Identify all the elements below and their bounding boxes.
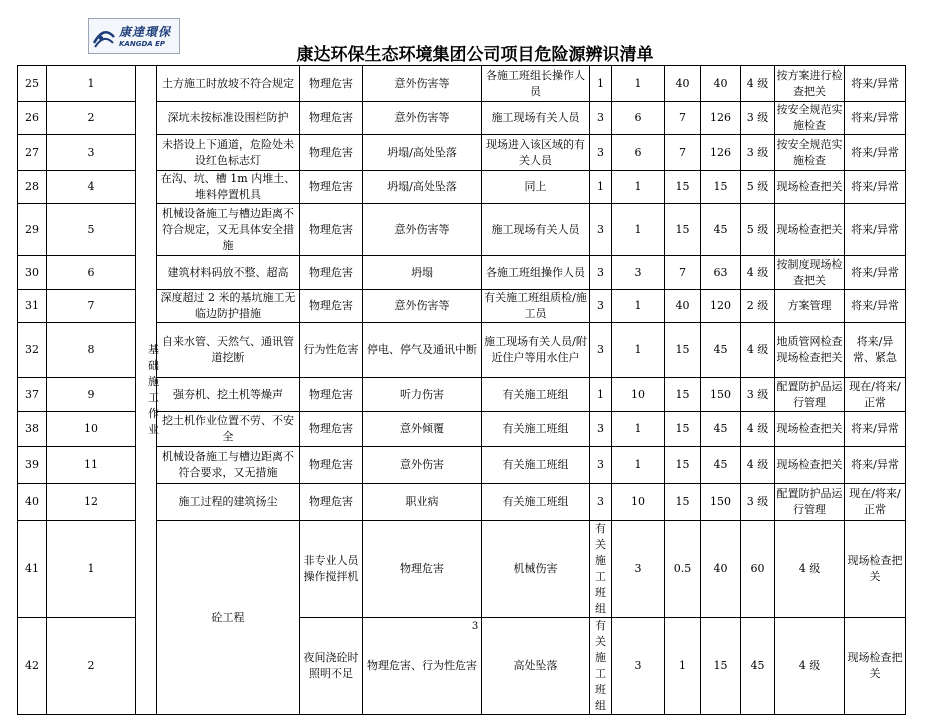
consequence-cell: 15	[665, 323, 701, 378]
risk-level-cell: 4 级	[741, 447, 775, 484]
status-cell: 将来/异常、紧急	[845, 323, 906, 378]
exposure-cell: 10	[612, 484, 665, 521]
hazard-cell: 挖土机作业位置不劳、不安全	[157, 412, 300, 447]
control-measure-cell: 按安全规范实施检查	[775, 102, 845, 135]
affected-persons-cell: 同上	[482, 171, 590, 204]
risk-score-cell: 63	[701, 256, 741, 290]
status-cell: 将来/异常	[845, 171, 906, 204]
row-number-cell: 39	[18, 447, 47, 484]
control-measure-cell: 现场检查把关	[775, 447, 845, 484]
exposure-cell: 1	[665, 618, 701, 715]
risk-level-cell: 5 级	[741, 171, 775, 204]
hazard-type-cell: 物理危害	[300, 484, 363, 521]
consequence-cell: 15	[665, 204, 701, 256]
control-measure-cell: 现场检查把关	[775, 171, 845, 204]
affected-persons-cell: 施工现场有关人员	[482, 204, 590, 256]
risk-level-cell: 4 级	[741, 323, 775, 378]
risk-level-cell: 4 级	[741, 412, 775, 447]
exposure-cell: 1	[612, 171, 665, 204]
risk-level-cell: 3 级	[741, 484, 775, 521]
hazard-cell: 建筑材料码放不整、超高	[157, 256, 300, 290]
sequence-cell: 1	[47, 66, 136, 102]
likelihood-cell: 3	[612, 618, 665, 715]
sequence-cell: 11	[47, 447, 136, 484]
affected-persons-cell: 有关施工班组	[482, 484, 590, 521]
accident-type-cell: 听力伤害	[363, 378, 482, 412]
hazard-type-cell: 物理危害	[300, 204, 363, 256]
row-number-cell: 32	[18, 323, 47, 378]
status-cell: 现在/将来/正常	[845, 378, 906, 412]
affected-persons-cell: 各施工班组长操作人员	[482, 66, 590, 102]
likelihood-cell: 1	[590, 378, 612, 412]
exposure-cell: 3	[612, 256, 665, 290]
control-measure-cell: 按安全规范实施检查	[775, 135, 845, 171]
exposure-cell: 1	[612, 204, 665, 256]
row-number-cell: 28	[18, 171, 47, 204]
accident-type-cell: 意外倾覆	[363, 412, 482, 447]
hazard-cell: 非专业人员操作搅拌机	[300, 521, 363, 618]
hazard-table-body	[18, 66, 906, 715]
likelihood-cell: 3	[590, 412, 612, 447]
exposure-cell: 1	[612, 412, 665, 447]
consequence-cell: 40	[701, 521, 741, 618]
row-number-cell: 42	[18, 618, 47, 715]
likelihood-cell: 1	[590, 171, 612, 204]
affected-persons-cell: 有关施工班组	[482, 378, 590, 412]
sequence-cell: 9	[47, 378, 136, 412]
status-cell: 将来/异常	[845, 204, 906, 256]
affected-persons-cell: 有关施工班组	[482, 447, 590, 484]
affected-persons-cell: 施工现场有关人员/附近住户等用水住户	[482, 323, 590, 378]
hazard-type-cell: 物理危害	[363, 521, 482, 618]
affected-persons-cell: 有关施工班组质检/施工员	[482, 290, 590, 323]
accident-type-cell: 停电、停气及通讯中断	[363, 323, 482, 378]
sequence-cell: 10	[47, 412, 136, 447]
status-cell: 将来/异常	[845, 412, 906, 447]
hazard-type-cell: 物理危害	[300, 447, 363, 484]
affected-persons-cell: 有关施工班组	[590, 521, 612, 618]
logo-cn-text: 康達環保	[119, 25, 172, 39]
sequence-cell: 12	[47, 484, 136, 521]
hazard-cell: 土方施工时放坡不符合规定	[157, 66, 300, 102]
accident-type-cell: 坍塌/高处坠落	[363, 135, 482, 171]
risk-score-cell: 126	[701, 102, 741, 135]
row-number-cell: 40	[18, 484, 47, 521]
control-measure-cell: 按制度现场检查把关	[775, 256, 845, 290]
hazard-cell: 深坑未按标准设围栏防护	[157, 102, 300, 135]
row-number-cell: 29	[18, 204, 47, 256]
status-cell: 将来/异常	[845, 102, 906, 135]
row-number-cell: 30	[18, 256, 47, 290]
risk-score-cell: 45	[701, 204, 741, 256]
control-measure-cell: 现场检查把关	[775, 412, 845, 447]
affected-persons-cell: 现场进入该区域的有关人员	[482, 135, 590, 171]
risk-score-cell: 120	[701, 290, 741, 323]
sequence-cell: 4	[47, 171, 136, 204]
accident-type-cell: 意外伤害等	[363, 290, 482, 323]
row-number-cell: 41	[18, 521, 47, 618]
consequence-cell: 7	[665, 102, 701, 135]
risk-score-cell: 45	[741, 618, 775, 715]
hazard-cell: 未搭设上下通道，危险处未设红色标志灯	[157, 135, 300, 171]
hazard-table	[17, 65, 906, 715]
row-number-cell: 31	[18, 290, 47, 323]
exposure-cell: 1	[612, 323, 665, 378]
hazard-cell: 机械设备施工与槽边距离不符合要求，又无措施	[157, 447, 300, 484]
hazard-cell: 在沟、坑、槽 1m 内堆土、堆料停置机具	[157, 171, 300, 204]
hazard-cell: 施工过程的建筑扬尘	[157, 484, 300, 521]
sequence-cell: 7	[47, 290, 136, 323]
sequence-cell: 2	[47, 618, 136, 715]
likelihood-cell: 3	[590, 204, 612, 256]
likelihood-cell: 3	[590, 323, 612, 378]
row-number-cell: 27	[18, 135, 47, 171]
exposure-cell: 0.5	[665, 521, 701, 618]
row-number-cell: 37	[18, 378, 47, 412]
exposure-cell: 1	[612, 447, 665, 484]
risk-level-cell: 5 级	[741, 204, 775, 256]
risk-score-cell: 15	[701, 171, 741, 204]
consequence-cell: 40	[665, 66, 701, 102]
likelihood-cell: 3	[612, 521, 665, 618]
hazard-type-cell: 物理危害	[300, 102, 363, 135]
sequence-cell: 1	[47, 521, 136, 618]
hazard-type-cell: 物理危害	[300, 412, 363, 447]
hazard-cell: 强夯机、挖土机等燥声	[157, 378, 300, 412]
exposure-cell: 6	[612, 135, 665, 171]
status-cell: 将来/异常	[845, 447, 906, 484]
likelihood-cell: 3	[590, 256, 612, 290]
affected-persons-cell: 施工现场有关人员	[482, 102, 590, 135]
risk-level-cell: 4 级	[775, 521, 845, 618]
control-measure-cell: 配置防护品运行管理	[775, 378, 845, 412]
likelihood-cell: 3	[590, 447, 612, 484]
accident-type-cell: 意外伤害	[363, 447, 482, 484]
sequence-cell: 8	[47, 323, 136, 378]
sequence-cell: 5	[47, 204, 136, 256]
consequence-cell: 40	[665, 290, 701, 323]
control-measure-cell: 现场检查把关	[845, 618, 906, 715]
risk-score-cell: 60	[741, 521, 775, 618]
likelihood-cell: 3	[590, 102, 612, 135]
exposure-cell: 10	[612, 378, 665, 412]
consequence-cell: 15	[665, 171, 701, 204]
accident-type-cell: 坍塌	[363, 256, 482, 290]
risk-level-cell: 3 级	[741, 102, 775, 135]
hazard-type-cell: 物理危害、行为性危害	[363, 618, 482, 715]
work-category-cell: 基础施工作业	[136, 66, 157, 715]
sequence-cell: 3	[47, 135, 136, 171]
hazard-cell: 机械设备施工与槽边距离不符合规定，又无具体安全措施	[157, 204, 300, 256]
affected-persons-cell: 有关施工班组	[590, 618, 612, 715]
consequence-cell: 7	[665, 135, 701, 171]
exposure-cell: 1	[612, 290, 665, 323]
hazard-type-cell: 物理危害	[300, 378, 363, 412]
risk-score-cell: 45	[701, 447, 741, 484]
work-category-cell: 砼工程	[157, 521, 300, 715]
hazard-type-cell: 物理危害	[300, 171, 363, 204]
risk-score-cell: 126	[701, 135, 741, 171]
risk-score-cell: 150	[701, 484, 741, 521]
accident-type-cell: 意外伤害等	[363, 204, 482, 256]
hazard-cell: 深度超过 2 米的基坑施工无临边防护措施	[157, 290, 300, 323]
document-title: 康达环保生态环境集团公司项目危险源辨识清单	[296, 45, 654, 65]
exposure-cell: 6	[612, 102, 665, 135]
status-cell: 将来/异常	[845, 256, 906, 290]
control-measure-cell: 方案管理	[775, 290, 845, 323]
control-measure-cell: 地质管网检查现场检查把关	[775, 323, 845, 378]
accident-type-cell: 机械伤害	[482, 521, 590, 618]
row-number-cell: 26	[18, 102, 47, 135]
consequence-cell: 15	[665, 484, 701, 521]
status-cell: 将来/异常	[845, 290, 906, 323]
likelihood-cell: 3	[590, 484, 612, 521]
accident-type-cell: 意外伤害等	[363, 102, 482, 135]
control-measure-cell: 按方案进行检查把关	[775, 66, 845, 102]
logo-en-text: KANGDA EP	[119, 40, 166, 48]
likelihood-cell: 1	[590, 66, 612, 102]
hazard-type-cell: 物理危害	[300, 256, 363, 290]
status-cell: 将来/异常	[845, 135, 906, 171]
page-number: 3	[471, 621, 479, 632]
consequence-cell: 15	[665, 412, 701, 447]
control-measure-cell: 现场检查把关	[775, 204, 845, 256]
accident-type-cell: 意外伤害等	[363, 66, 482, 102]
status-cell: 将来/异常	[845, 66, 906, 102]
consequence-cell: 7	[665, 256, 701, 290]
consequence-cell: 15	[665, 447, 701, 484]
hazard-type-cell: 物理危害	[300, 66, 363, 102]
hazard-cell: 夜间浇砼时照明不足	[300, 618, 363, 715]
risk-level-cell: 4 级	[741, 66, 775, 102]
sequence-cell: 6	[47, 256, 136, 290]
likelihood-cell: 3	[590, 135, 612, 171]
affected-persons-cell: 有关施工班组	[482, 412, 590, 447]
risk-score-cell: 150	[701, 378, 741, 412]
risk-level-cell: 4 级	[775, 618, 845, 715]
hazard-type-cell: 物理危害	[300, 135, 363, 171]
table-row	[18, 66, 906, 102]
status-cell: 现在/将来/正常	[845, 484, 906, 521]
control-measure-cell: 配置防护品运行管理	[775, 484, 845, 521]
risk-level-cell: 4 级	[741, 256, 775, 290]
consequence-cell: 15	[701, 618, 741, 715]
risk-score-cell: 45	[701, 323, 741, 378]
hazard-type-cell: 行为性危害	[300, 323, 363, 378]
affected-persons-cell: 各施工班组操作人员	[482, 256, 590, 290]
risk-score-cell: 45	[701, 412, 741, 447]
hazard-type-cell: 物理危害	[300, 290, 363, 323]
consequence-cell: 15	[665, 378, 701, 412]
row-number-cell: 25	[18, 66, 47, 102]
accident-type-cell: 坍塌/高处坠落	[363, 171, 482, 204]
exposure-cell: 1	[612, 66, 665, 102]
sequence-cell: 2	[47, 102, 136, 135]
risk-level-cell: 2 级	[741, 290, 775, 323]
hazard-cell: 自来水管、天然气、通讯管道挖断	[157, 323, 300, 378]
risk-score-cell: 40	[701, 66, 741, 102]
accident-type-cell: 高处坠落	[482, 618, 590, 715]
likelihood-cell: 3	[590, 290, 612, 323]
accident-type-cell: 职业病	[363, 484, 482, 521]
risk-level-cell: 3 级	[741, 135, 775, 171]
row-number-cell: 38	[18, 412, 47, 447]
control-measure-cell: 现场检查把关	[845, 521, 906, 618]
risk-level-cell: 3 级	[741, 378, 775, 412]
